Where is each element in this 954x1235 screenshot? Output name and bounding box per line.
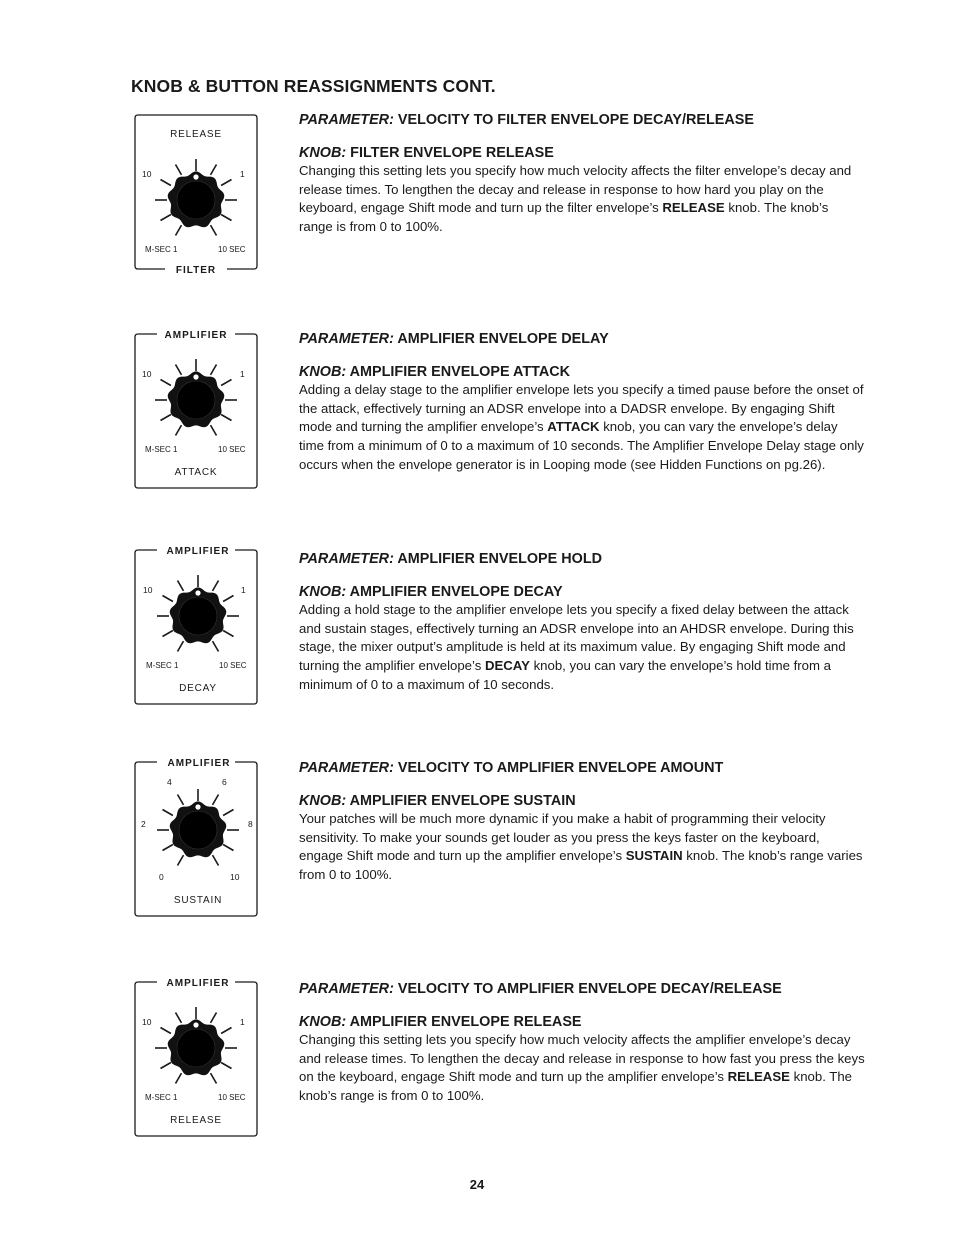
parameter-name: AMPLIFIER ENVELOPE DELAY [397,331,609,347]
knob-prefix: KNOB: [299,364,347,380]
scale-bottom-left-label: M-SEC 1 [145,1093,178,1102]
knob-tick [211,225,217,235]
scale-left-label: 10 [142,1017,152,1027]
amp-sustain-knob-panel [135,758,257,917]
panel-footer-label: FILTER [175,265,217,276]
knob-name: AMPLIFIER ENVELOPE ATTACK [349,364,571,380]
amp-attack-knob-illustration [135,330,257,489]
scale-right-label: 1 [241,585,246,595]
page-title: KNOB & BUTTON REASSIGNMENTS CONT. [131,76,496,96]
parameter-heading [299,330,865,348]
knob-pointer-dot [193,174,198,179]
knob-tick [211,1073,217,1083]
panel-knob-label-bottom: DECAY [179,683,217,694]
parameter-prefix: PARAMETER: [299,760,394,776]
scale-2-label: 2 [141,819,146,829]
scale-bottom-right-label: 10 SEC [219,661,247,670]
knob-tick [176,225,182,235]
knob-tick [223,631,233,637]
knob-tick [213,641,219,651]
knob-tick [223,596,233,602]
scale-0-label: 0 [159,872,164,882]
knob-pointer-dot [195,804,200,809]
panel-knob-label-bottom: ATTACK [174,467,218,478]
parameter-prefix: PARAMETER: [299,981,394,997]
description: Changing this setting lets you specify how much velocity affects the amplifier envelope’s decay and release times. To lengthen the decay and release in response to how fast you press the keys on the keyboard, engage Shift mode and turn up the amplifier envelope’s RELEASE knob. The knob’s range is from 0 to 100%. [299,1032,865,1104]
filter-release-knob-illustration [135,114,257,276]
amp-release-knob-panel [135,978,257,1137]
scale-bottom-right-label: 10 SEC [218,1093,246,1102]
scale-4-label: 4 [167,777,172,787]
knob-tick [161,215,171,221]
knob-tick [211,425,217,435]
knob-tick [176,1013,182,1023]
knob-tick [178,641,184,651]
description: Adding a delay stage to the amplifier envelope lets you specify a timed pause before the onset of the attack, effectively turning an ADSR envelope into a DADSR envelope. By engaging Shift mode and turning the amplifier envelope’s ATTACK knob, you can vary the envelope’s delay time from a minimum of 0 to a maximum of 10 seconds. The Amplifier Envelope Delay stage only occurs when the envelope generator is in Looping mode (see Hidden Functions on pg.26). [299,382,864,472]
knob-heading [299,792,865,810]
panel-header-label: AMPLIFIER [166,546,230,557]
scale-right-label: 1 [240,1017,245,1027]
knob-tick [213,855,219,865]
parameter-name: VELOCITY TO AMPLIFIER ENVELOPE AMOUNT [397,760,724,776]
knob-heading [299,1013,865,1031]
knob-prefix: KNOB: [299,145,347,161]
panel-header-label: AMPLIFIER [166,978,230,989]
parameter-heading [299,550,865,568]
knob-tick [213,795,219,805]
scale-bottom-right-label: 10 SEC [218,445,246,454]
description: Your patches will be much more dynamic if you make a habit of programming their velocity sensitivity. To make your sounds get louder as you press the keys faster on the keyboard, engage Shift mode and turn up the amplifier envelope’s SUSTAIN knob. The knob’s range varies from 0 to 100%. [299,811,863,883]
knob-cap [177,181,215,219]
parameter-name: AMPLIFIER ENVELOPE HOLD [397,551,603,567]
knob-heading [299,144,865,162]
knob-pointer-dot [195,590,200,595]
knob-name: FILTER ENVELOPE RELEASE [350,145,554,161]
panel-knob-label-top: RELEASE [170,129,222,140]
scale-6-label: 6 [222,777,227,787]
scale-left-label: 10 [143,585,153,595]
amp-sustain-knob-illustration [135,758,257,917]
scale-bottom-left-label: M-SEC 1 [146,661,179,670]
amp-attack-knob-panel [135,330,257,489]
knob-tick [176,1073,182,1083]
knob-tick [176,365,182,375]
scale-left-label: 10 [142,169,152,179]
knob-tick [176,425,182,435]
knob-tick [223,810,233,816]
panel-knob-label-bottom: SUSTAIN [173,895,223,906]
amp-decay-knob-illustration [135,546,257,705]
knob-tick [211,165,217,175]
knob-tick [223,845,233,851]
filter-release-text [299,111,865,237]
knob-tick [161,180,171,186]
scale-bottom-left-label: M-SEC 1 [145,445,178,454]
knob-tick [176,165,182,175]
parameter-heading [299,759,865,777]
scale-bottom-right-label: 10 SEC [218,245,246,254]
knob-tick [163,596,173,602]
knob-pointer-dot [193,374,198,379]
panel-header-label: AMPLIFIER [164,330,228,341]
parameter-name: VELOCITY TO FILTER ENVELOPE DECAY/RELEASE [397,112,754,128]
amp-decay-knob-panel [135,546,257,705]
knob-cap [177,1029,215,1067]
knob-tick [178,581,184,591]
knob-tick [221,1063,231,1069]
knob-icon [168,1019,224,1075]
knob-name: AMPLIFIER ENVELOPE DECAY [349,584,563,600]
scale-10-label: 10 [230,872,240,882]
panel-knob-label-bottom: RELEASE [170,1115,222,1126]
knob-tick [161,380,171,386]
knob-icon [168,371,224,427]
knob-icon [170,801,226,857]
amp-attack-text [299,330,865,475]
parameter-heading [299,980,865,998]
knob-heading [299,583,865,601]
panel-header-label: AMPLIFIER [167,758,231,769]
amp-release-knob-illustration [135,978,257,1137]
scale-right-label: 1 [240,369,245,379]
knob-cap [177,381,215,419]
filter-release-knob-panel [135,114,257,276]
knob-cap [179,811,217,849]
knob-tick [161,1063,171,1069]
amp-sustain-text [299,759,865,885]
knob-name: AMPLIFIER ENVELOPE SUSTAIN [349,793,576,809]
scale-right-label: 1 [240,169,245,179]
knob-tick [161,415,171,421]
knob-tick [213,581,219,591]
knob-tick [163,810,173,816]
parameter-prefix: PARAMETER: [299,331,394,347]
parameter-heading [299,111,865,129]
parameter-prefix: PARAMETER: [299,112,394,128]
scale-left-label: 10 [142,369,152,379]
knob-tick [221,415,231,421]
page-number: 24 [469,1177,485,1192]
amp-release-text [299,980,865,1106]
knob-tick [178,795,184,805]
knob-tick [221,180,231,186]
knob-pointer-dot [193,1022,198,1027]
parameter-name: VELOCITY TO AMPLIFIER ENVELOPE DECAY/RELEASE [397,981,782,997]
scale-bottom-left-label: M-SEC 1 [145,245,178,254]
knob-tick [163,631,173,637]
knob-tick [221,1028,231,1034]
knob-name: AMPLIFIER ENVELOPE RELEASE [349,1014,582,1030]
knob-tick [163,845,173,851]
knob-prefix: KNOB: [299,793,347,809]
amp-decay-text [299,550,865,695]
knob-cap [179,597,217,635]
parameter-prefix: PARAMETER: [299,551,394,567]
knob-tick [178,855,184,865]
knob-tick [221,215,231,221]
scale-8-label: 8 [248,819,253,829]
knob-prefix: KNOB: [299,1014,347,1030]
knob-prefix: KNOB: [299,584,347,600]
knob-tick [221,380,231,386]
knob-tick [211,1013,217,1023]
knob-icon [168,171,224,227]
knob-icon [170,587,226,643]
knob-tick [161,1028,171,1034]
knob-heading [299,363,865,381]
description: Adding a hold stage to the amplifier envelope lets you specify a fixed delay between the attack and sustain stages, effectively turning an ADSR envelope into an AHDSR envelope. During this stage, the mixer output’s amplitude is held at its maximum value. By engaging Shift mode and turning the amplifier envelope’s DECAY knob, you can vary the envelope’s hold time from a minimum of 0 to a maximum of 10 seconds. [299,602,854,692]
description: Changing this setting lets you specify how much velocity affects the filter envelope’s decay and release times. To lengthen the decay and release in response to how hard you play on the keyboard, engage Shift mode and turn up the filter envelope’s RELEASE knob. The knob’s range is from 0 to 100%. [299,163,852,235]
knob-tick [211,365,217,375]
